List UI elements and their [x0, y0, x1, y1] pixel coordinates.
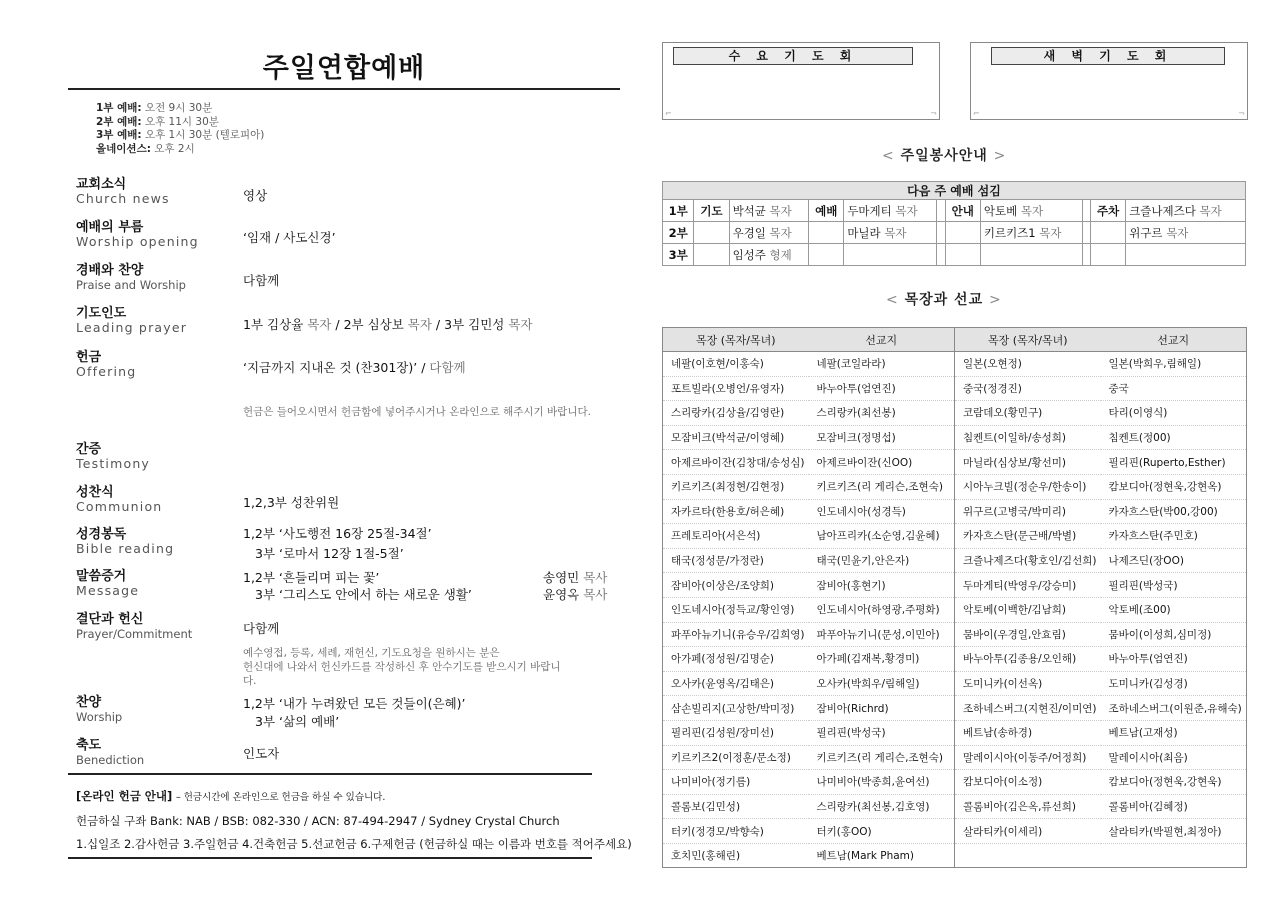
mission-group-cell: 시아누크빌(정순우/한송이) — [955, 474, 1101, 499]
mission-header: 선교지 — [1101, 328, 1247, 352]
corner-mark: ¬ — [1238, 109, 1245, 118]
order-worship: 찬양 Worship — [76, 695, 123, 724]
mission-group-cell: 중국(정경진) — [955, 376, 1101, 401]
mission-row — [663, 696, 1247, 721]
dawn-prayer-title: 새 벽 기 도 회 — [991, 47, 1225, 65]
mission-field-cell: 아가페(김재복,황경미) — [809, 647, 955, 672]
benediction-value: 인도자 — [243, 746, 280, 761]
mission-field-cell: 파푸아뉴기니(문성,이민아) — [809, 622, 955, 647]
praise-value: 다함께 — [243, 273, 280, 288]
mission-group-cell: 뭄바이(우경일,안효림) — [955, 622, 1101, 647]
order-benediction: 축도 Benediction — [76, 738, 145, 767]
opening-value: ‘임재 / 사도신경’ — [243, 230, 336, 245]
mission-field-cell: 베트남(Mark Pham) — [809, 843, 955, 868]
message-line2: 3부 ‘그리스도 안에서 하는 새로운 생활’ — [255, 587, 472, 602]
mission-field-cell: 태국(민윤기,안은자) — [809, 548, 955, 573]
service-table — [662, 181, 1246, 266]
mission-group-cell: 필리핀(김성원/장미선) — [663, 720, 809, 745]
mission-group-cell: 나미비아(정기름) — [663, 770, 809, 795]
online-divider-bottom — [68, 857, 592, 859]
page-title: 주일연합예배 — [262, 53, 426, 84]
mission-row — [663, 474, 1247, 499]
mission-row — [663, 597, 1247, 622]
mission-group-cell: 포트빌라(오병언/유영자) — [663, 376, 809, 401]
order-opening: 예배의 부름 Worship opening — [76, 220, 199, 249]
mission-field-cell: 바누아투(엄연진) — [809, 376, 955, 401]
mission-field-cell: 필리핀(박성국) — [809, 720, 955, 745]
message-preacher-2: 윤영옥 목사 — [543, 587, 608, 602]
mission-row — [663, 843, 1247, 868]
dawn-prayer-box — [970, 42, 1248, 120]
mission-group-cell: 위구르(고병국/박미리) — [955, 499, 1101, 524]
order-prayer: 기도인도 Leading prayer — [76, 306, 188, 335]
order-praise: 경배와 찬양 Praise and Worship — [76, 263, 186, 292]
mission-group-cell: 일본(오현정) — [955, 352, 1101, 377]
mission-field-cell: 말레이시아(최음) — [1101, 745, 1247, 770]
mission-row — [663, 524, 1247, 549]
mission-group-cell — [955, 843, 1101, 868]
time-row: 3부 예배: 오후 1시 30분 (텔로피아) — [96, 129, 265, 141]
mission-field-cell: 인도네시아(성경득) — [809, 499, 955, 524]
mission-group-cell: 카자흐스탄(문근배/박별) — [955, 524, 1101, 549]
mission-field-cell: 인도네시아(하영광,주평화) — [809, 597, 955, 622]
online-giving-title: [온라인 헌금 안내] – 헌금시간에 온라인으로 헌금을 하실 수 있습니다. — [76, 789, 386, 803]
mission-group-cell: 스리랑카(김상율/김영란) — [663, 401, 809, 426]
mission-field-cell: 남아프리카(소순영,김윤혜) — [809, 524, 955, 549]
mission-row — [663, 745, 1247, 770]
mission-group-cell: 파푸아뉴기니(유승우/김희영) — [663, 622, 809, 647]
service-guide-title: < 주일봉사안내 > — [882, 148, 1007, 164]
mission-group-cell: 자카르타(한용호/허은혜) — [663, 499, 809, 524]
mission-group-cell: 도미니카(이선옥) — [955, 671, 1101, 696]
mission-field-cell: 중국 — [1101, 376, 1247, 401]
mission-group-cell: 콜롬보(김민성) — [663, 794, 809, 819]
service-table-header: 다음 주 예배 섬김 — [663, 182, 1246, 200]
mission-field-cell: 나미비아(박종희,윤여선) — [809, 770, 955, 795]
time-row: 1부 예배: 오전 9시 30분 — [96, 102, 213, 114]
mission-group-cell: 호치민(홍해린) — [663, 843, 809, 868]
online-divider-top — [68, 773, 592, 775]
mission-field-cell: 나제즈딘(장OO) — [1101, 548, 1247, 573]
service-row: 3부 임성주 형제 — [663, 244, 1246, 266]
mission-row — [663, 548, 1247, 573]
mission-field-cell: 조하네스버그(이원준,유해숙) — [1101, 696, 1247, 721]
mission-row — [663, 770, 1247, 795]
mission-field-cell: 터키(홍OO) — [809, 819, 955, 844]
mission-row — [663, 647, 1247, 672]
online-bank-info: 헌금하실 구좌 Bank: NAB / BSB: 082-330 / ACN: 87-494-2947 / Sydney Crystal Church — [76, 814, 560, 828]
online-offering-types: 1.십일조 2.감사헌금 3.주일헌금 4.건축헌금 5.선교헌금 6.구제헌금 (헌금하실 때는 이름과 번호를 적어주세요) — [76, 837, 632, 851]
mission-group-cell: 인도네시아(정득교/황인영) — [663, 597, 809, 622]
mission-group-cell: 키르키즈2(이정훈/문소정) — [663, 745, 809, 770]
mission-group-cell: 살라티카(이세리) — [955, 819, 1101, 844]
news-value: 영상 — [243, 188, 268, 203]
mission-field-cell: 잠비아(홍현기) — [809, 573, 955, 598]
bible-line1: 1,2부 ‘사도행전 16장 25절-34절’ — [243, 526, 432, 541]
mission-group-cell: 모잠비크(박석균/이영혜) — [663, 425, 809, 450]
mission-group-cell: 바누아투(김종용/오인해) — [955, 647, 1101, 672]
mission-field-cell — [1101, 843, 1247, 868]
message-line1: 1,2부 ‘흔들리며 피는 꽃’ — [243, 570, 380, 585]
mission-field-cell: 필리핀(박성국) — [1101, 573, 1247, 598]
corner-mark: ¬ — [930, 109, 937, 118]
message-preacher-1: 송영민 목사 — [543, 570, 608, 585]
order-offering: 헌금 Offering — [76, 350, 137, 379]
mission-header: 목장 (목자/목녀) — [663, 328, 809, 352]
wednesday-prayer-box — [662, 42, 940, 120]
mission-group-cell: 프레토리아(서은석) — [663, 524, 809, 549]
mission-group-cell: 잠비아(이상은/조양희) — [663, 573, 809, 598]
mission-field-cell: 살라티카(박필현,최정아) — [1101, 819, 1247, 844]
mission-field-cell: 뭄바이(이성희,심미정) — [1101, 622, 1247, 647]
mission-field-cell: 바누아투(엄연진) — [1101, 647, 1247, 672]
mission-field-cell: 오사카(박희우/림해일) — [809, 671, 955, 696]
communion-value: 1,2,3부 성찬위원 — [243, 495, 340, 510]
mission-group-cell: 마닐라(심상보/황선미) — [955, 450, 1101, 475]
mission-group-cell: 베트남(송하경) — [955, 720, 1101, 745]
mission-group-cell: 콜롬비아(김은옥,류선희) — [955, 794, 1101, 819]
order-testimony: 간증 Testimony — [76, 442, 151, 471]
offering-note: 헌금은 들어오시면서 헌금함에 넣어주시거나 온라인으로 해주시기 바랍니다. — [243, 406, 591, 418]
mission-group-cell: 네팔(이호현/이홍숙) — [663, 352, 809, 377]
mission-field-cell: 카자흐스탄(주민호) — [1101, 524, 1247, 549]
mission-field-cell: 콜롬비아(김혜정) — [1101, 794, 1247, 819]
prayer-value: 1부 김상율 목자 / 2부 심상보 목자 / 3부 김민성 목자 — [243, 317, 533, 332]
mission-field-cell: 악토베(조00) — [1101, 597, 1247, 622]
order-news: 교회소식 Church news — [76, 177, 170, 206]
offering-value: ‘지금까지 지내온 것 (찬301장)’ / 다함께 — [243, 360, 466, 375]
mission-row — [663, 573, 1247, 598]
order-bible: 성경봉독 Bible reading — [76, 527, 175, 556]
mission-group-cell: 말레이시아(이동주/어정희) — [955, 745, 1101, 770]
mission-row — [663, 819, 1247, 844]
mission-row — [663, 622, 1247, 647]
mission-row — [663, 671, 1247, 696]
mission-field-cell: 스리랑카(최선봉,김호영) — [809, 794, 955, 819]
mission-group-cell: 터키(정경모/박향숙) — [663, 819, 809, 844]
order-message: 말씀증거 Message — [76, 569, 140, 598]
mission-group-cell: 키르키즈(최정현/김현정) — [663, 474, 809, 499]
mission-group-cell: 오사카(윤영옥/김태은) — [663, 671, 809, 696]
title-divider — [68, 88, 620, 90]
mission-field-cell: 카자흐스탄(박00,강00) — [1101, 499, 1247, 524]
mission-field-cell: 침켄트(정00) — [1101, 425, 1247, 450]
mission-field-cell: 잠비아(Richrd) — [809, 696, 955, 721]
mission-group-cell: 아가페(정성원/김명순) — [663, 647, 809, 672]
wednesday-prayer-title: 수 요 기 도 회 — [673, 47, 913, 65]
mission-group-cell: 삼손빌리지(고상한/박미정) — [663, 696, 809, 721]
service-row: 2부 우경일 목자 마닐라 목자 키르키즈1 목자 위구르 목자 — [663, 222, 1246, 244]
worship-line2: 3부 ‘삶의 예배’ — [255, 714, 340, 729]
mission-title: < 목장과 선교 > — [886, 292, 1002, 308]
order-communion: 성찬식 Communion — [76, 485, 163, 514]
corner-mark: ⌐ — [973, 109, 980, 118]
mission-field-cell: 타리(이영식) — [1101, 401, 1247, 426]
mission-group-cell: 악토베(이백한/김남희) — [955, 597, 1101, 622]
mission-field-cell: 도미니카(김성경) — [1101, 671, 1247, 696]
mission-field-cell: 모잠비크(정명섭) — [809, 425, 955, 450]
time-row: 2부 예배: 오후 11시 30분 — [96, 115, 219, 128]
mission-row — [663, 720, 1247, 745]
mission-field-cell: 키르키즈(리 게리슨,조현숙) — [809, 745, 955, 770]
mission-row — [663, 376, 1247, 401]
mission-row — [663, 794, 1247, 819]
mission-field-cell: 스리랑카(최선봉) — [809, 401, 955, 426]
mission-field-cell: 네팔(코일라라) — [809, 352, 955, 377]
mission-row — [663, 499, 1247, 524]
mission-field-cell: 일본(박희우,림해일) — [1101, 352, 1247, 377]
worship-line1: 1,2부 ‘내가 누려왔던 모든 것들이(은혜)’ — [243, 696, 466, 711]
mission-field-cell: 필리핀(Ruperto,Esther) — [1101, 450, 1247, 475]
mission-group-cell: 태국(정성문/가정란) — [663, 548, 809, 573]
bible-line2: 3부 ‘로마서 12장 1절-5절’ — [255, 546, 404, 561]
mission-group-cell: 크즐나제즈다(황호인/김선희) — [955, 548, 1101, 573]
mission-group-cell: 두마게티(박영우/강승미) — [955, 573, 1101, 598]
mission-field-cell: 키르키즈(리 게리슨,조현숙) — [809, 474, 955, 499]
mission-header: 선교지 — [809, 328, 955, 352]
mission-row — [663, 401, 1247, 426]
mission-field-cell: 아제르바이잔(신OO) — [809, 450, 955, 475]
mission-group-cell: 캄보디아(이소정) — [955, 770, 1101, 795]
mission-row — [663, 450, 1247, 475]
service-row: 1부 기도 박석균 목자 예배 두마게티 목자 안내 악토베 목자 주차 크즐나제즈다 목자 — [663, 200, 1246, 222]
mission-group-cell: 침켄트(이일하/송성희) — [955, 425, 1101, 450]
mission-field-cell: 베트남(고재성) — [1101, 720, 1247, 745]
mission-field-cell: 캄보디아(정현욱,강현옥) — [1101, 474, 1247, 499]
mission-group-cell: 조하네스버그(지현진/이미연) — [955, 696, 1101, 721]
mission-table — [662, 327, 1247, 868]
time-row: 올네이션스: 오후 2시 — [96, 142, 195, 155]
commit-note: 예수영접, 등록, 세례, 재헌신, 기도요청을 원하시는 분은 헌신대에 나와서 헌신카드를 작성하신 후 안수기도를 받으시기 바랍니 다. — [243, 647, 561, 687]
mission-row — [663, 352, 1247, 377]
mission-header: 목장 (목자/목녀) — [955, 328, 1101, 352]
mission-group-cell: 아제르바이잔(김창대/송성심) — [663, 450, 809, 475]
service-times — [96, 102, 264, 156]
mission-field-cell: 캄보디아(정현욱,강현욱) — [1101, 770, 1247, 795]
commit-value: 다함께 — [243, 621, 280, 636]
mission-group-cell: 코람데오(황민구) — [955, 401, 1101, 426]
mission-row — [663, 425, 1247, 450]
order-commitment: 결단과 헌신 Prayer/Commitment — [76, 612, 193, 641]
corner-mark: ⌐ — [665, 109, 672, 118]
